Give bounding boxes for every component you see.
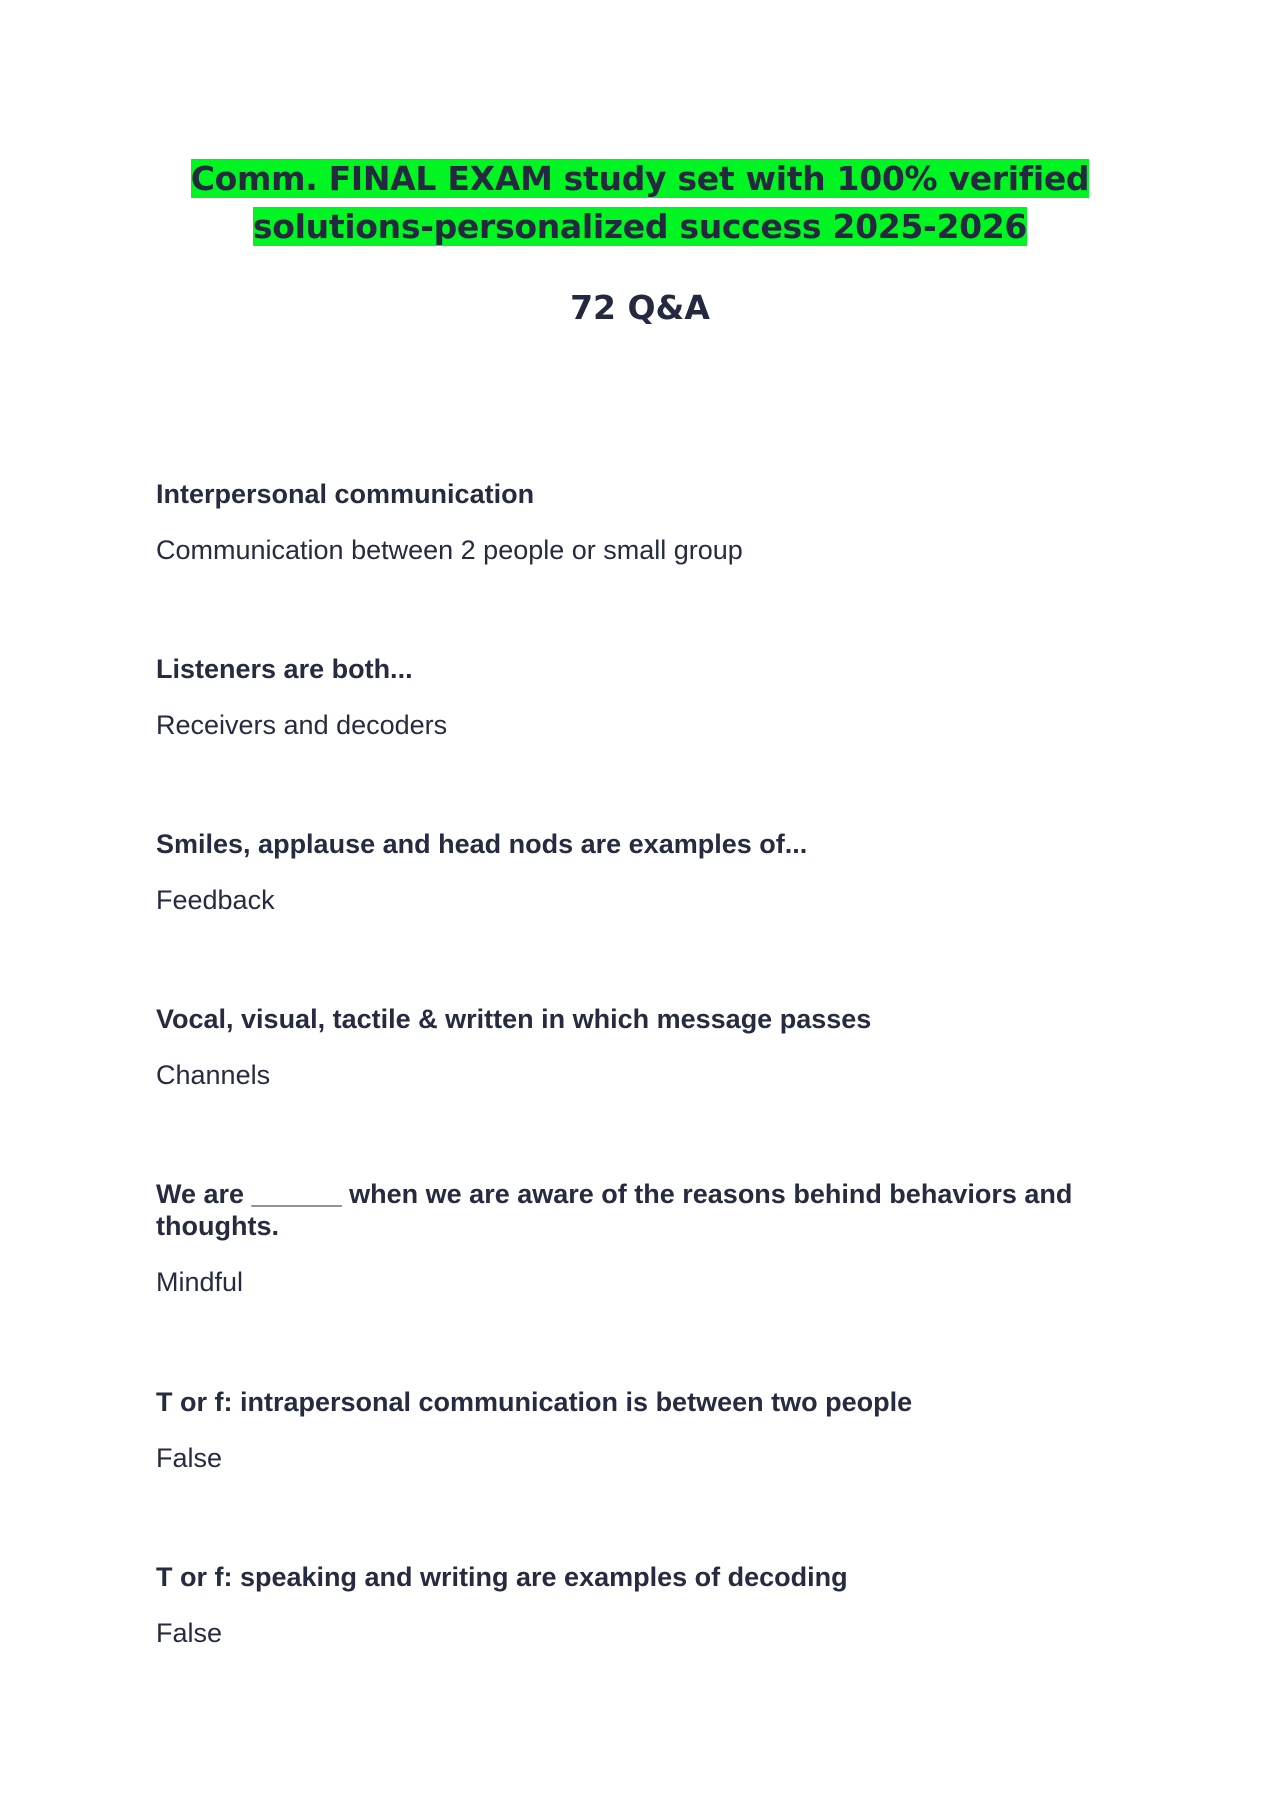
qa-item — [156, 653, 1136, 741]
document-subtitle: 72 Q&A — [570, 288, 710, 327]
title-block — [0, 155, 1280, 251]
answer: Receivers and decoders — [156, 710, 448, 740]
question: Smiles, applause and head nods are examples of... — [156, 829, 808, 859]
question: T or f: speaking and writing are examples of decoding — [156, 1562, 848, 1592]
answer: False — [156, 1443, 223, 1473]
qa-item — [156, 1561, 1136, 1649]
qa-item — [156, 1178, 1136, 1298]
question: Interpersonal communication — [156, 479, 535, 509]
qa-item — [156, 478, 1136, 566]
answer: Feedback — [156, 885, 275, 915]
answer: Channels — [156, 1060, 271, 1090]
question: Vocal, visual, tactile & written in which message passes — [156, 1004, 872, 1034]
document-title: Comm. FINAL EXAM study set with 100% verified solutions-personalized success 2025-2026 — [190, 159, 1090, 246]
answer: Mindful — [156, 1267, 244, 1297]
qa-item — [156, 1003, 1136, 1091]
answer: Communication between 2 people or small group — [156, 535, 743, 565]
answer: False — [156, 1618, 223, 1648]
question: T or f: intrapersonal communication is between two people — [156, 1387, 913, 1417]
qa-item — [156, 1386, 1136, 1474]
qa-item — [156, 828, 1136, 916]
question: We are ______ when we are aware of the reasons behind behaviors and thoughts. — [156, 1179, 1073, 1241]
question: Listeners are both... — [156, 654, 413, 684]
